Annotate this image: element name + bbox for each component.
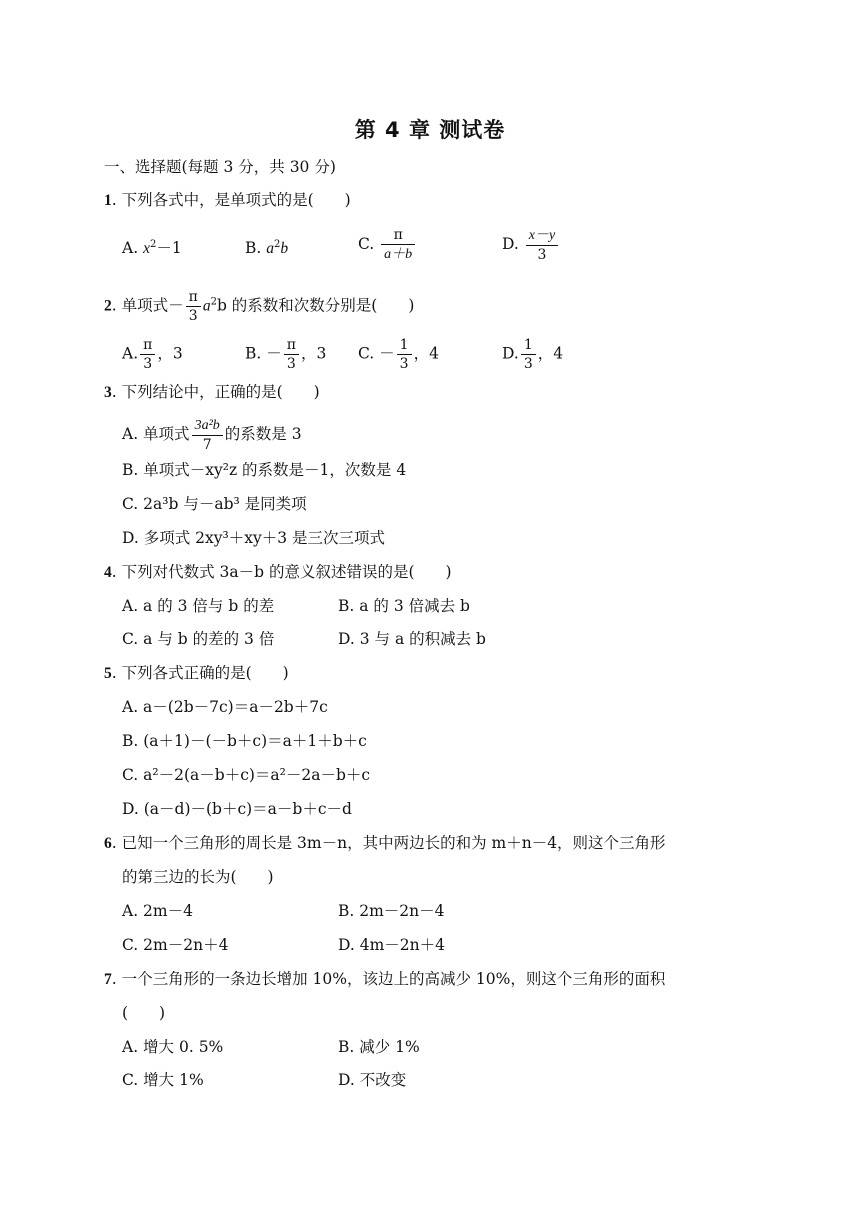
q5-option-d: D. (a－d)－(b＋c)＝a－b＋c－d (122, 800, 352, 818)
q6-option-c: C. 2m－2n＋4 (122, 936, 229, 954)
q3-option-b: B. 单项式－xy²z 的系数是－1，次数是 4 (122, 461, 407, 479)
q4-option-d: D. 3 与 a 的积减去 b (338, 630, 486, 648)
q3-option-a: A. 单项式 $\frac{\text{3a²b}}{7}$ 的系数是 3 (122, 418, 302, 453)
q7-option-d: D. 不改变 (338, 1071, 407, 1089)
question-7-continued: ( ) (122, 1004, 166, 1022)
q2-option-a: A. $\frac{\pi}{3}$ ，3 (122, 337, 183, 372)
q2-option-d: D. $\frac{1}{3}$ ，4 (502, 337, 564, 372)
question-1: 1. 下列各式中，是单项式的是( ) (104, 191, 351, 209)
question-6: 6. 已知一个三角形的周长是 3m－n，其中两边长的和为 m＋n－4，则这个三角形 (104, 834, 666, 852)
q1-option-a: A. $x^2-1$ (122, 239, 182, 257)
q5-option-b: B. (a＋1)－(－b＋c)＝a＋1＋b＋c (122, 732, 367, 750)
question-3: 3. 下列结论中，正确的是( ) (104, 383, 320, 401)
q7-option-a: A. 增大 0. 5% (122, 1038, 224, 1056)
q3-option-d: D. 多项式 2xy³＋xy＋3 是三次三项式 (122, 529, 386, 547)
q4-option-a: A. a 的 3 倍与 b 的差 (122, 597, 275, 615)
page-title: 第 4 章 测试卷 (354, 118, 506, 142)
q7-option-c: C. 增大 1% (122, 1071, 204, 1089)
q2-option-c: C. － $\frac{1}{3}$ ，4 (358, 337, 439, 372)
question-2: 2. 单项式－ $\frac{\pi}{3}$ $a^2b$ 的系数和次数分别是( ) (104, 289, 415, 324)
question-4: 4. 下列对代数式 3a－b 的意义叙述错误的是( ) (104, 563, 452, 581)
q1-option-d: D. $\frac{x-y}{3}$ (502, 228, 560, 262)
section-heading: 一、选择题(每题 3 分，共 30 分) (104, 158, 336, 176)
q3-option-c: C. 2a³b 与－ab³ 是同类项 (122, 495, 307, 513)
question-stem: 下列各式中，是单项式的是( ) (121, 191, 351, 209)
q6-option-a: A. 2m－4 (122, 902, 193, 920)
question-7: 7. 一个三角形的一条边长增加 10%，该边上的高减少 10%，则这个三角形的面积 (104, 970, 666, 988)
q4-option-c: C. a 与 b 的差的 3 倍 (122, 630, 275, 648)
q6-option-d: D. 4m－2n＋4 (338, 936, 445, 954)
q5-option-a: A. a－(2b－7c)＝a－2b＋7c (122, 698, 328, 716)
question-number: 1 (104, 192, 112, 209)
question-6-continued: 的第三边的长为( ) (122, 868, 274, 886)
q1-option-c: C. $\frac{\pi}{a+b}$ (358, 228, 417, 262)
q4-option-b: B. a 的 3 倍减去 b (338, 597, 470, 615)
q6-option-b: B. 2m－2n－4 (338, 902, 445, 920)
q1-option-b: B. $a^2b$ (245, 239, 289, 257)
q2-option-b: B. － $\frac{\pi}{3}$ ，3 (245, 337, 327, 372)
q7-option-b: B. 减少 1% (338, 1038, 420, 1056)
question-5: 5. 下列各式正确的是( ) (104, 664, 289, 682)
q5-option-c: C. a²－2(a－b＋c)＝a²－2a－b＋c (122, 766, 371, 784)
